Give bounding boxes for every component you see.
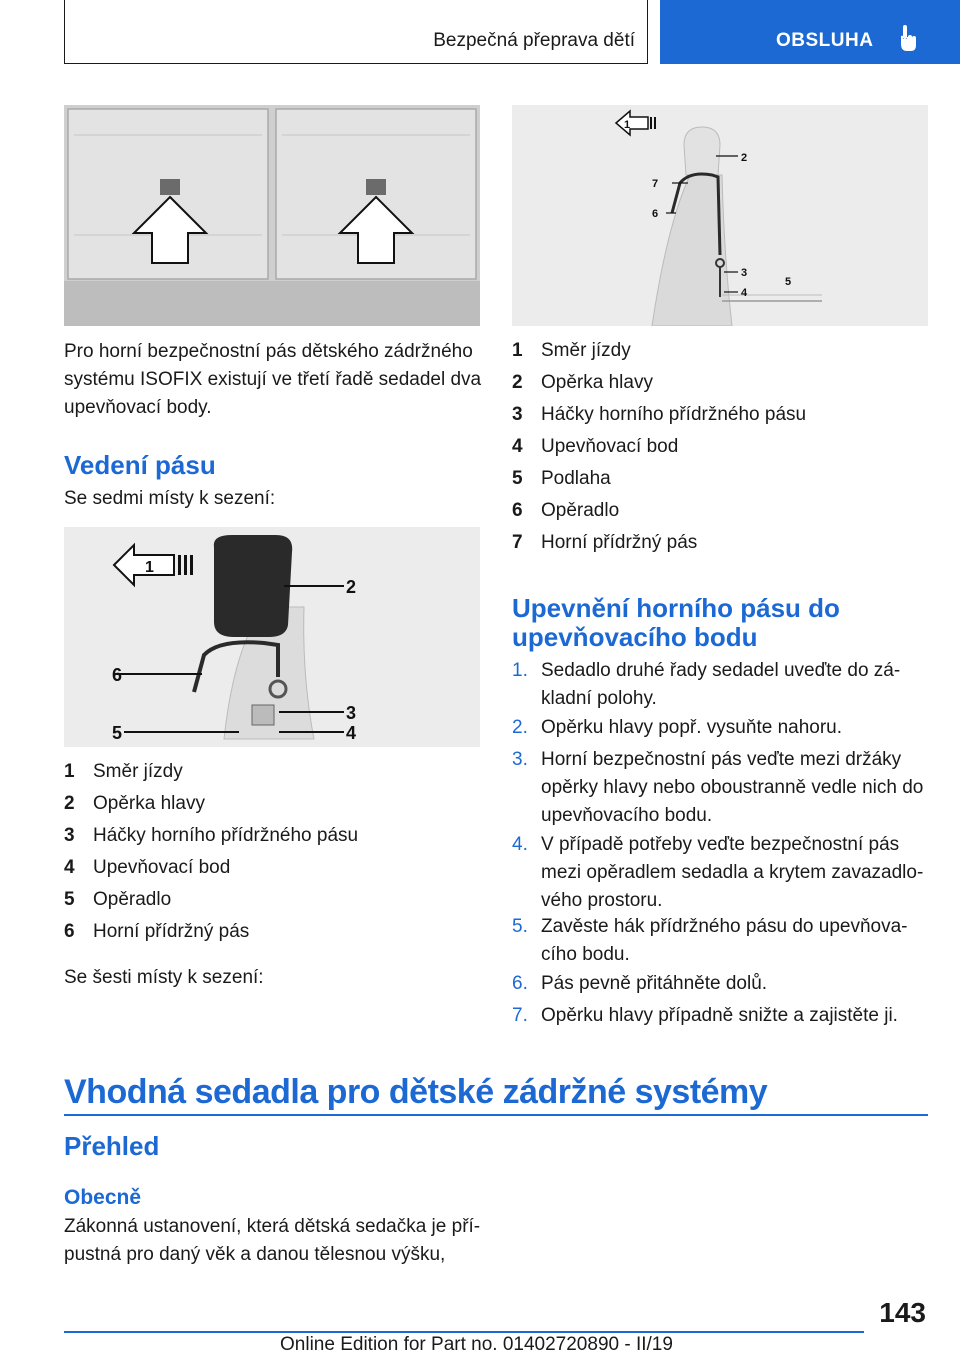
section-heading-belt-routing: Vedení pásu xyxy=(64,450,216,480)
footer-edition: Online Edition for Part no. 01402720890 - II/19 xyxy=(280,1334,673,1355)
footer-rule xyxy=(64,1331,864,1333)
fig3-callout-1: 1 xyxy=(624,119,631,131)
fig3-callout-3: 3 xyxy=(741,267,748,279)
six-seat-belt-figure xyxy=(512,105,928,326)
subsubheading-general: Obecně xyxy=(64,1186,142,1209)
fig2-callout-6: 6 xyxy=(112,665,123,685)
page-number: 143 xyxy=(879,1297,926,1328)
intro-paragraph: Pro horní bezpečnostní pás dětského zádržného systému ISOFIX existují ve třetí řadě sedadel dva upevňovací body. xyxy=(64,341,482,418)
section-heading-attach-line1: Upevnění horního pásu do xyxy=(512,593,840,623)
pointing-hand-icon xyxy=(896,24,918,57)
list-item: 2 Opěrka hlavy xyxy=(64,793,205,814)
list-item: 7 Horní přídržný pás xyxy=(512,532,698,553)
chapter-tab[interactable] xyxy=(660,0,960,64)
chapter-tab-label: OBSLUHA xyxy=(776,30,874,51)
fig2-callout-2: 2 xyxy=(346,577,357,597)
fig3-callout-7: 7 xyxy=(652,178,659,190)
heading-rule xyxy=(64,1114,928,1116)
seven-seat-belt-figure xyxy=(64,527,480,747)
fig2-callout-3: 3 xyxy=(346,703,357,723)
header-section-box xyxy=(64,0,648,64)
general-paragraph: Zákonná ustanovení, která dětská sedačka je pří‐ pustná pro daný věk a danou tělesnou výšku, xyxy=(64,1216,481,1265)
fig2-callout-5: 5 xyxy=(112,723,123,743)
list-item: 3 Háčky horního přídržného pásu xyxy=(64,825,359,846)
subheading-overview: Přehled xyxy=(64,1131,160,1161)
six-seats-label: Se šesti místy k sezení: xyxy=(64,967,264,988)
list-item: 4 Upevňovací bod xyxy=(512,436,679,457)
seven-seats-label: Se sedmi místy k sezení: xyxy=(64,488,276,509)
list-item: 1 Směr jízdy xyxy=(512,340,631,361)
chapter-heading: Vhodná sedadla pro dětské zádržné systémy xyxy=(64,1073,768,1111)
fig3-callout-4: 4 xyxy=(741,287,748,299)
cargo-anchor-figure xyxy=(64,105,480,326)
fig2-callout-1: 1 xyxy=(145,559,154,576)
fig3-callout-6: 6 xyxy=(652,208,659,220)
list-item: 4 Upevňovací bod xyxy=(64,857,231,878)
fig3-callout-5: 5 xyxy=(785,276,792,288)
list-item: 1 Směr jízdy xyxy=(64,761,183,782)
section-heading-attach-line2: upevňovacího bodu xyxy=(512,622,758,652)
list-item: 6 Opěradlo xyxy=(512,500,620,521)
list-item: 5 Opěradlo xyxy=(64,889,172,910)
fig3-callout-2: 2 xyxy=(741,152,748,164)
list-item: 2 Opěrka hlavy xyxy=(512,372,653,393)
header-section-title: Bezpečná přeprava dětí xyxy=(433,30,635,51)
fig2-callout-4: 4 xyxy=(346,723,357,743)
list-item: 3 Háčky horního přídržného pásu xyxy=(512,404,807,425)
list-item: 6 Horní přídržný pás xyxy=(64,921,250,942)
list-item: 5 Podlaha xyxy=(512,468,611,489)
